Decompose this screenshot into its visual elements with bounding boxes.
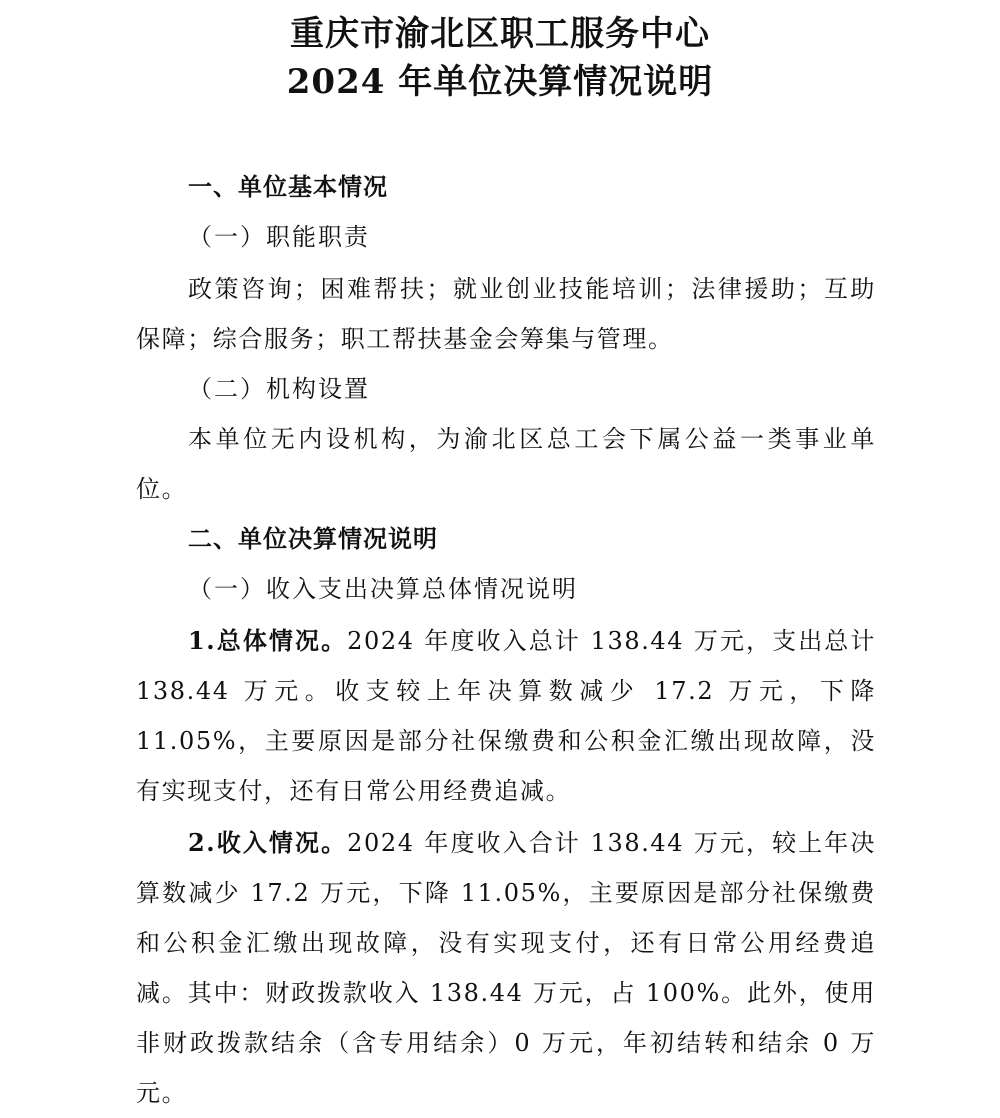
paragraph-income-lead: 2.收入情况。 (188, 828, 348, 857)
section2-sub1-heading: （一）收入支出决算总体情况说明 (188, 575, 578, 603)
section1-sub1-heading: （一）职能职责 (188, 223, 370, 251)
paragraph-overall-text: 2024 年度收入总计 138.44 万元，支出总计 138.44 万元。收支较上年决算数减少 17.2 万元，下降 11.05%，主要原因是部分社保缴费和公积金汇缴出现故障，没有实现支付，还有日常公用经费追减。 (136, 627, 876, 805)
section1-sub2-heading: （二）机构设置 (188, 375, 370, 403)
section1-sub1-text: 政策咨询；困难帮扶；就业创业技能培训；法律援助；互助保障；综合服务；职工帮扶基金会筹集与管理。 (136, 275, 876, 353)
section2-heading: 二、单位决算情况说明 (188, 524, 438, 553)
paragraph-overall-lead: 1.总体情况。 (188, 626, 348, 655)
paragraph-income (136, 818, 876, 1118)
paragraph-overall (136, 616, 876, 816)
document-title-line2: 2024 年单位决算情况说明 (286, 62, 714, 102)
paragraph-income-text: 2024 年度收入合计 138.44 万元，较上年决算数减少 17.2 万元，下降 11.05%，主要原因是部分社保缴费和公积金汇缴出现故障，没有实现支付，还有日常公用经费追减。其中：财政拨款收入 138.44 万元，占 100%。此外，使用非财政拨款结余（含专用结余）0 万元，年初结转和结余 0 万元。 (136, 829, 876, 1107)
section1-heading: 一、单位基本情况 (188, 172, 388, 201)
section1-sub2-text: 本单位无内设机构，为渝北区总工会下属公益一类事业单位。 (136, 425, 876, 503)
document-title-line1: 重庆市渝北区职工服务中心 (290, 14, 710, 54)
